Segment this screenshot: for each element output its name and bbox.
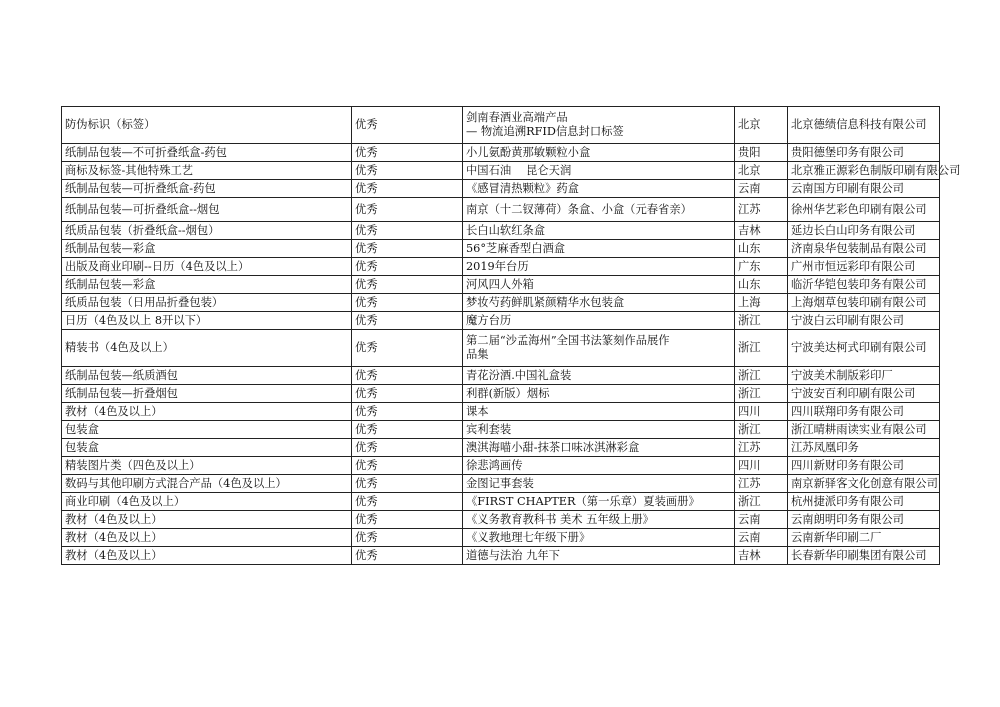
product-line: 魔方台历 bbox=[466, 313, 512, 327]
company-cell: 北京雅正源彩色制版印刷有限公司 bbox=[788, 162, 940, 180]
region-cell: 浙江 bbox=[735, 421, 788, 439]
company-cell: 杭州捷派印务有限公司 bbox=[788, 493, 940, 511]
company-cell: 宁波安百利印刷有限公司 bbox=[788, 385, 940, 403]
company-cell: 长春新华印刷集团有限公司 bbox=[788, 547, 940, 565]
category-cell: 防伪标识（标签） bbox=[62, 107, 352, 144]
grade-cell: 优秀 bbox=[352, 330, 463, 367]
table-row bbox=[62, 493, 940, 511]
table-row bbox=[62, 222, 940, 240]
product-line: 长白山软红条盒 bbox=[466, 223, 546, 237]
region-cell: 广东 bbox=[735, 258, 788, 276]
grade-cell: 优秀 bbox=[352, 529, 463, 547]
region-cell: 吉林 bbox=[735, 222, 788, 240]
category-cell: 商标及标签-其他特殊工艺 bbox=[62, 162, 352, 180]
table-row bbox=[62, 330, 940, 367]
region-cell: 云南 bbox=[735, 180, 788, 198]
region-cell: 四川 bbox=[735, 457, 788, 475]
company-cell: 徐州华艺彩色印刷有限公司 bbox=[788, 198, 940, 222]
company-cell: 济南泉华包装制品有限公司 bbox=[788, 240, 940, 258]
product-cell bbox=[463, 367, 735, 385]
region-cell: 北京 bbox=[735, 107, 788, 144]
grade-cell: 优秀 bbox=[352, 421, 463, 439]
product-cell bbox=[463, 240, 735, 258]
product-cell bbox=[463, 330, 735, 367]
grade-cell: 优秀 bbox=[352, 475, 463, 493]
table-row bbox=[62, 511, 940, 529]
product-cell bbox=[463, 511, 735, 529]
product-cell bbox=[463, 144, 735, 162]
product-cell bbox=[463, 180, 735, 198]
category-cell: 纸制品包装—可折叠纸盒--烟包 bbox=[62, 198, 352, 222]
product-line: 小儿氨酚黄那敏颗粒小盒 bbox=[466, 145, 591, 159]
category-cell: 包装盒 bbox=[62, 439, 352, 457]
company-cell: 贵阳德堡印务有限公司 bbox=[788, 144, 940, 162]
table-row bbox=[62, 421, 940, 439]
product-cell bbox=[463, 493, 735, 511]
region-cell: 北京 bbox=[735, 162, 788, 180]
company-cell: 江苏凤凰印务 bbox=[788, 439, 940, 457]
company-cell: 宁波美术制版彩印厂 bbox=[788, 367, 940, 385]
product-line: 品集 bbox=[466, 348, 489, 361]
grade-cell: 优秀 bbox=[352, 403, 463, 421]
category-cell: 教材（4色及以上） bbox=[62, 529, 352, 547]
category-cell: 出版及商业印刷--日历（4色及以上） bbox=[62, 258, 352, 276]
grade-cell: 优秀 bbox=[352, 511, 463, 529]
company-cell: 浙江晴耕雨读实业有限公司 bbox=[788, 421, 940, 439]
grade-cell: 优秀 bbox=[352, 385, 463, 403]
table-row bbox=[62, 180, 940, 198]
grade-cell: 优秀 bbox=[352, 457, 463, 475]
company-cell: 云南新华印刷二厂 bbox=[788, 529, 940, 547]
product-line: 金图记事套装 bbox=[466, 476, 534, 490]
category-cell: 精装书（4色及以上） bbox=[62, 330, 352, 367]
product-line: 宾利套装 bbox=[466, 422, 512, 436]
grade-cell: 优秀 bbox=[352, 180, 463, 198]
table-row bbox=[62, 529, 940, 547]
grade-cell: 优秀 bbox=[352, 222, 463, 240]
company-cell: 四川联翔印务有限公司 bbox=[788, 403, 940, 421]
company-cell: 北京德绩信息科技有限公司 bbox=[788, 107, 940, 144]
category-cell: 纸质品包装（折叠纸盒--烟包） bbox=[62, 222, 352, 240]
region-cell: 山东 bbox=[735, 276, 788, 294]
product-cell bbox=[463, 258, 735, 276]
table-row bbox=[62, 294, 940, 312]
product-cell bbox=[463, 222, 735, 240]
company-cell: 四川新财印务有限公司 bbox=[788, 457, 940, 475]
table-row bbox=[62, 367, 940, 385]
table-row bbox=[62, 107, 940, 144]
category-cell: 纸制品包装—彩盒 bbox=[62, 276, 352, 294]
category-cell: 纸制品包装—纸质酒包 bbox=[62, 367, 352, 385]
table-row bbox=[62, 385, 940, 403]
product-line: 剑南春酒业高端产品 bbox=[466, 111, 568, 124]
category-cell: 纸制品包装—可折叠纸盒-药包 bbox=[62, 180, 352, 198]
category-cell: 教材（4色及以上） bbox=[62, 547, 352, 565]
category-cell: 纸制品包装—彩盒 bbox=[62, 240, 352, 258]
grade-cell: 优秀 bbox=[352, 493, 463, 511]
product-line: 《感冒清热颗粒》药盒 bbox=[466, 181, 579, 195]
region-cell: 山东 bbox=[735, 240, 788, 258]
awards-table bbox=[61, 106, 961, 565]
company-cell: 云南朗明印务有限公司 bbox=[788, 511, 940, 529]
product-cell bbox=[463, 276, 735, 294]
product-line: 梦妆芍药鲜肌紧颜精华水包装盒 bbox=[466, 295, 625, 309]
region-cell: 浙江 bbox=[735, 385, 788, 403]
product-cell bbox=[463, 421, 735, 439]
region-cell: 云南 bbox=[735, 529, 788, 547]
product-cell bbox=[463, 547, 735, 565]
product-cell bbox=[463, 385, 735, 403]
product-line: 第二届“沙孟海州”全国书法篆刻作品展作 bbox=[466, 334, 670, 347]
product-cell bbox=[463, 162, 735, 180]
region-cell: 江苏 bbox=[735, 475, 788, 493]
category-cell: 精装图片类（四色及以上） bbox=[62, 457, 352, 475]
product-line: 徐悲鸿画传 bbox=[466, 458, 523, 472]
company-cell: 临沂华铠包装印务有限公司 bbox=[788, 276, 940, 294]
category-cell: 包装盒 bbox=[62, 421, 352, 439]
awards-table-body bbox=[62, 107, 961, 565]
region-cell: 四川 bbox=[735, 403, 788, 421]
category-cell: 纸制品包装—不可折叠纸盒-药包 bbox=[62, 144, 352, 162]
company-cell: 广州市恒远彩印有限公司 bbox=[788, 258, 940, 276]
product-line: 《义教地理七年级下册》 bbox=[466, 530, 591, 544]
grade-cell: 优秀 bbox=[352, 312, 463, 330]
grade-cell: 优秀 bbox=[352, 240, 463, 258]
product-line: 道德与法治 九年下 bbox=[466, 548, 560, 562]
category-cell: 教材（4色及以上） bbox=[62, 403, 352, 421]
category-cell: 纸制品包装—折叠烟包 bbox=[62, 385, 352, 403]
grade-cell: 优秀 bbox=[352, 107, 463, 144]
product-line: 南京（十二钗薄荷）条盒、小盒（元春省亲） bbox=[466, 202, 692, 216]
company-cell: 宁波美达柯式印刷有限公司 bbox=[788, 330, 940, 367]
table-row bbox=[62, 403, 940, 421]
product-cell bbox=[463, 198, 735, 222]
product-line: — 物流追溯RFID信息封口标签 bbox=[466, 125, 624, 138]
product-line: 2019年台历 bbox=[466, 259, 529, 273]
table-row bbox=[62, 439, 940, 457]
region-cell: 云南 bbox=[735, 511, 788, 529]
product-line: 中国石油 昆仑天润 bbox=[466, 163, 572, 177]
region-cell: 浙江 bbox=[735, 330, 788, 367]
category-cell: 日历（4色及以上 8开以下） bbox=[62, 312, 352, 330]
grade-cell: 优秀 bbox=[352, 547, 463, 565]
table-row bbox=[62, 475, 940, 493]
table-row bbox=[62, 240, 940, 258]
grade-cell: 优秀 bbox=[352, 294, 463, 312]
company-cell: 南京新驿客文化创意有限公司 bbox=[788, 475, 940, 493]
grade-cell: 优秀 bbox=[352, 367, 463, 385]
category-cell: 商业印刷（4色及以上） bbox=[62, 493, 352, 511]
table-row bbox=[62, 198, 940, 222]
product-cell bbox=[463, 107, 735, 144]
company-cell: 宁波白云印刷有限公司 bbox=[788, 312, 940, 330]
region-cell: 浙江 bbox=[735, 312, 788, 330]
product-cell bbox=[463, 475, 735, 493]
table-row bbox=[62, 144, 940, 162]
product-line: 课本 bbox=[466, 404, 489, 418]
category-cell: 教材（4色及以上） bbox=[62, 511, 352, 529]
region-cell: 吉林 bbox=[735, 547, 788, 565]
company-cell: 云南国方印刷有限公司 bbox=[788, 180, 940, 198]
table-row bbox=[62, 312, 940, 330]
product-line: 澳淇海喵小甜-抹茶口味冰淇淋彩盒 bbox=[466, 440, 640, 454]
grade-cell: 优秀 bbox=[352, 276, 463, 294]
grade-cell: 优秀 bbox=[352, 439, 463, 457]
product-line: 利群(新版）烟标 bbox=[466, 386, 550, 400]
product-cell bbox=[463, 439, 735, 457]
product-line: 河风四人外箱 bbox=[466, 277, 534, 291]
region-cell: 江苏 bbox=[735, 439, 788, 457]
region-cell: 江苏 bbox=[735, 198, 788, 222]
table-row bbox=[62, 457, 940, 475]
product-line: 《FIRST CHAPTER（第一乐章）夏装画册》 bbox=[466, 494, 700, 508]
product-cell bbox=[463, 312, 735, 330]
product-cell bbox=[463, 457, 735, 475]
grade-cell: 优秀 bbox=[352, 198, 463, 222]
table-row bbox=[62, 547, 940, 565]
table-row bbox=[62, 276, 940, 294]
category-cell: 数码与其他印刷方式混合产品（4色及以上） bbox=[62, 475, 352, 493]
product-cell bbox=[463, 529, 735, 547]
product-line: 青花汾酒.中国礼盒装 bbox=[466, 368, 572, 382]
grade-cell: 优秀 bbox=[352, 258, 463, 276]
region-cell: 浙江 bbox=[735, 367, 788, 385]
region-cell: 贵阳 bbox=[735, 144, 788, 162]
category-cell: 纸质品包装（日用品折叠包装） bbox=[62, 294, 352, 312]
grade-cell: 优秀 bbox=[352, 162, 463, 180]
product-line: 56°芝麻香型白酒盒 bbox=[466, 241, 566, 255]
product-cell bbox=[463, 294, 735, 312]
product-cell bbox=[463, 403, 735, 421]
region-cell: 浙江 bbox=[735, 493, 788, 511]
company-cell: 延边长白山印务有限公司 bbox=[788, 222, 940, 240]
product-line: 《义务教育教科书 美术 五年级上册》 bbox=[466, 512, 654, 526]
company-cell: 上海烟草包装印刷有限公司 bbox=[788, 294, 940, 312]
region-cell: 上海 bbox=[735, 294, 788, 312]
table-row bbox=[62, 258, 940, 276]
table-row bbox=[62, 162, 940, 180]
grade-cell: 优秀 bbox=[352, 144, 463, 162]
